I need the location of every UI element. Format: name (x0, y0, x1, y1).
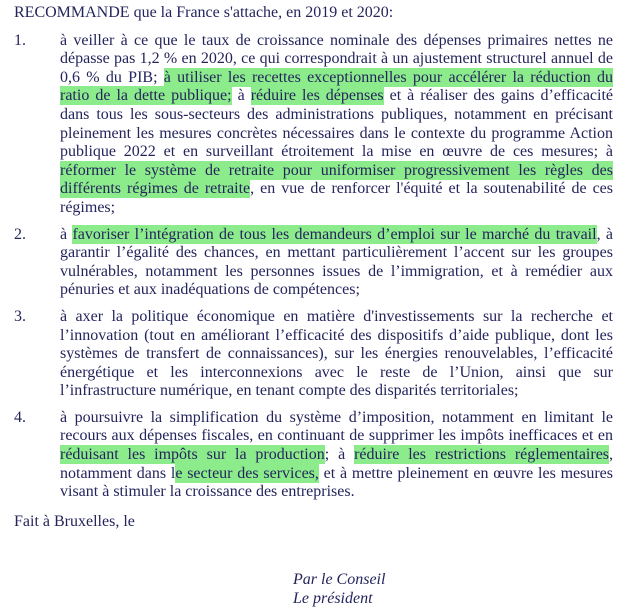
highlighted-text: e secteur des services, (175, 464, 319, 482)
recommendation-item-1 (14, 32, 613, 218)
closing-line: Fait à Bruxelles, le (14, 512, 135, 530)
text-segment: à axer la politique économique en matière d'investissements sur la recherche et l’innovation (tout en améliorant l’efficacité des dispositifs d’aide publique, dont les systèmes de transfert de connaissances), sur les énergies renouvelables, l’efficacité énergétique et les interconnexions avec le reste de l’Union, ainsi que sur l’infrastructure numérique, en tenant compte des disparités territoriales; (60, 307, 613, 400)
recommendation-item-3 (14, 308, 613, 401)
item-number: 1. (14, 31, 26, 49)
highlighted-text: réformer le système de retraite pour uniformiser progressivement les règles des différents régimes de retraite (60, 161, 613, 198)
recommendation-item-2 (14, 226, 613, 300)
item-number: 2. (14, 225, 26, 243)
signature-line-council: Par le Conseil (293, 571, 386, 589)
highlighted-text: réduire les dépenses (250, 87, 384, 105)
text-segment: ; à (324, 446, 355, 464)
item-number: 3. (14, 307, 26, 325)
text-segment: , notamment dans l (60, 446, 614, 482)
text-segment: à (60, 225, 73, 243)
item-text (60, 409, 613, 502)
highlighted-text: réduire les restrictions réglementaires (354, 446, 610, 464)
item-number: 4. (14, 408, 26, 426)
text-segment: , à garantir l’égalité des chances, en mettant particulièrement l’accent sur les groupes vulnérables, notamment les personnes issues de l’immigration, et à remédier aux pénuries et aux inadéquations de compétences; (60, 225, 614, 299)
highlighted-text: favoriser l’intégration de tous les demandeurs d’emploi sur le marché du travail (72, 225, 597, 243)
signature-line-president: Le président (293, 590, 373, 608)
text-segment: à poursuivre la simplification du système d’imposition, notamment en limitant le recours aux dépenses fiscales, en continuant de supprimer les impôts inefficaces et en (60, 408, 613, 445)
text-segment: et à réaliser des gains d’efficacité dans tous les sous-secteurs des administrations publiques, notamment en précisant pleinement les mesures concrètes nécessaires dans le contexte du programme Action publique 2022 et en surveillant étroitement la mise en œuvre de ces mesures; à (60, 87, 614, 161)
item-text (60, 308, 613, 401)
highlighted-text: réduisant les impôts sur la production (60, 446, 325, 464)
text-segment: à (231, 87, 251, 105)
item-text (60, 32, 613, 218)
signature-block (293, 571, 613, 608)
recommendation-item-4 (14, 409, 613, 502)
text-segment: , en vue de renforcer l'équité et la soutenabilité de ces régimes; (60, 180, 613, 216)
recommendation-heading: RECOMMANDE que la France s'attache, en 2019 et 2020: (14, 4, 394, 21)
text-segment: à veiller à ce que le taux de croissance nominale des dépenses primaires nettes ne dépasse pas 1,2 % en 2020, ce qui correspondrait à un ajustement structurel annuel de 0,6 % du PIB; (60, 31, 613, 86)
item-text (60, 226, 613, 300)
highlighted-text: à utiliser les recettes exceptionnelles pour accélérer la réduction du ratio de la dette publique; (60, 68, 614, 105)
text-segment: et à mettre pleinement en œuvre les mesures visant à stimuler la croissance des entreprises. (60, 464, 613, 501)
